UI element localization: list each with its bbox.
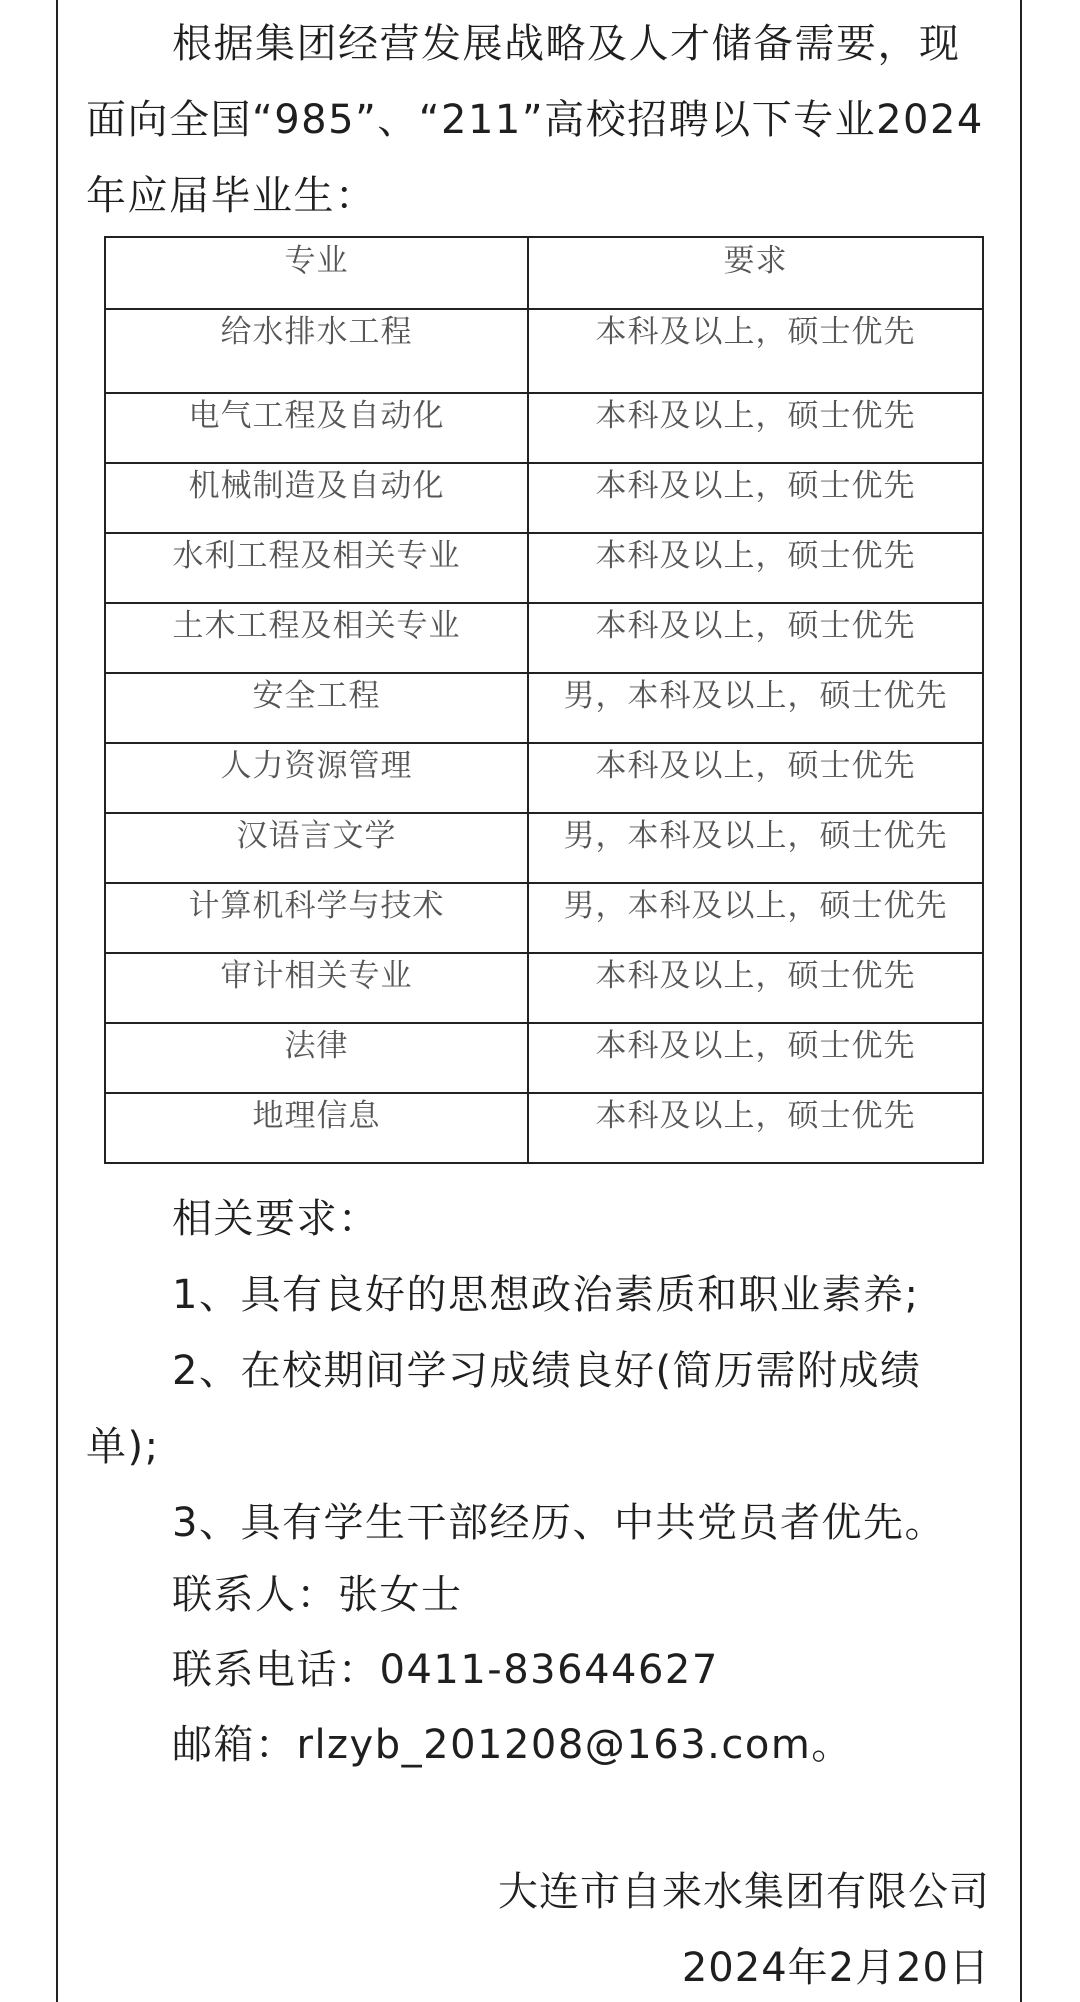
requirement-cell: 本科及以上，硕士优先 — [528, 309, 983, 393]
requirement-cell: 本科及以上，硕士优先 — [528, 1093, 983, 1163]
intro-line-3: 年应届毕业生： — [86, 173, 377, 219]
table-row — [105, 603, 983, 673]
table-row — [105, 883, 983, 953]
requirement-item-2-line-2: 单); — [86, 1424, 160, 1470]
requirement-cell: 本科及以上，硕士优先 — [528, 743, 983, 813]
major-cell: 汉语言文学 — [105, 813, 528, 883]
major-cell: 审计相关专业 — [105, 953, 528, 1023]
major-cell: 人力资源管理 — [105, 743, 528, 813]
requirement-item-3: 3、具有学生干部经历、中共党员者优先。 — [172, 1500, 946, 1546]
major-cell: 水利工程及相关专业 — [105, 533, 528, 603]
requirement-cell: 本科及以上，硕士优先 — [528, 953, 983, 1023]
requirement-cell: 本科及以上，硕士优先 — [528, 463, 983, 533]
major-cell: 安全工程 — [105, 673, 528, 743]
intro-line-2: 面向全国“985”、“211”高校招聘以下专业2024 — [86, 97, 984, 143]
majors-table — [104, 236, 984, 1164]
signature-date: 2024年2月20日 — [681, 1945, 990, 1991]
contact-phone: 联系电话：0411-83644627 — [172, 1647, 719, 1693]
table-row — [105, 393, 983, 463]
requirement-item-1: 1、具有良好的思想政治素质和职业素养; — [172, 1272, 920, 1318]
requirement-cell: 本科及以上，硕士优先 — [528, 393, 983, 463]
requirement-cell: 男，本科及以上，硕士优先 — [528, 813, 983, 883]
header-requirement: 要求 — [528, 237, 983, 309]
major-cell: 土木工程及相关专业 — [105, 603, 528, 673]
requirement-cell: 本科及以上，硕士优先 — [528, 1023, 983, 1093]
contact-email: 邮箱：rlzyb_201208@163.com。 — [172, 1722, 853, 1768]
header-major: 专业 — [105, 237, 528, 309]
table-row — [105, 533, 983, 603]
table-row — [105, 1093, 983, 1163]
requirement-cell: 本科及以上，硕士优先 — [528, 533, 983, 603]
table-row — [105, 673, 983, 743]
contact-person: 联系人：张女士 — [172, 1572, 463, 1618]
table-header-row — [105, 237, 983, 309]
requirement-cell: 本科及以上，硕士优先 — [528, 603, 983, 673]
requirements-heading: 相关要求： — [172, 1196, 380, 1242]
intro-line-1: 根据集团经营发展战略及人才储备需要，现 — [172, 21, 961, 67]
table-row — [105, 309, 983, 393]
requirement-cell: 男，本科及以上，硕士优先 — [528, 883, 983, 953]
table-row — [105, 463, 983, 533]
requirement-item-2-line-1: 2、在校期间学习成绩良好(简历需附成绩 — [172, 1348, 922, 1394]
major-cell: 计算机科学与技术 — [105, 883, 528, 953]
major-cell: 机械制造及自动化 — [105, 463, 528, 533]
major-cell: 电气工程及自动化 — [105, 393, 528, 463]
table-row — [105, 953, 983, 1023]
table-row — [105, 743, 983, 813]
major-cell: 地理信息 — [105, 1093, 528, 1163]
major-cell: 法律 — [105, 1023, 528, 1093]
major-cell: 给水排水工程 — [105, 309, 528, 393]
table-row — [105, 813, 983, 883]
signature-company: 大连市自来水集团有限公司 — [498, 1869, 990, 1915]
requirement-cell: 男，本科及以上，硕士优先 — [528, 673, 983, 743]
table-row — [105, 1023, 983, 1093]
